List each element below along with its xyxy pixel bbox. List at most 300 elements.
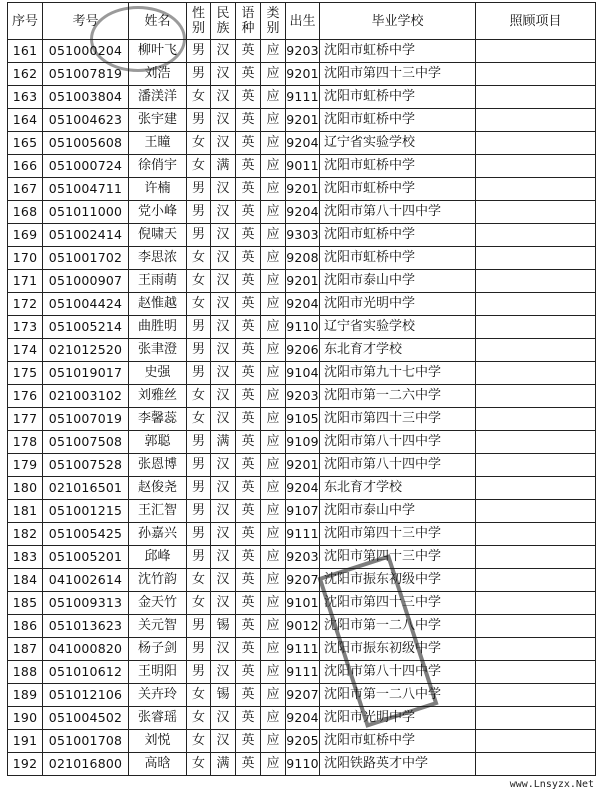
cell-ethnicity: 汉 — [211, 661, 236, 684]
cell-school: 沈阳市第四十三中学 — [320, 546, 476, 569]
cell-care — [476, 178, 596, 201]
table-row — [8, 293, 596, 316]
cell-gender: 男 — [187, 224, 211, 247]
cell-category: 应 — [261, 270, 286, 293]
cell-exam-no: 041002614 — [43, 569, 129, 592]
cell-exam-no: 051001215 — [43, 500, 129, 523]
cell-idx: 178 — [8, 431, 43, 454]
cell-name: 赵俊尧 — [129, 477, 187, 500]
cell-ethnicity: 锡 — [211, 684, 236, 707]
cell-exam-no: 051019017 — [43, 362, 129, 385]
cell-school: 辽宁省实验学校 — [320, 316, 476, 339]
cell-name: 高晗 — [129, 753, 187, 776]
cell-school: 沈阳市虹桥中学 — [320, 730, 476, 753]
cell-gender: 女 — [187, 684, 211, 707]
cell-exam-no: 051004502 — [43, 707, 129, 730]
cell-birth: 9201 — [286, 454, 320, 477]
table-row — [8, 431, 596, 454]
cell-name: 柳叶飞 — [129, 40, 187, 63]
cell-idx: 168 — [8, 201, 43, 224]
cell-name: 党小峰 — [129, 201, 187, 224]
cell-category: 应 — [261, 109, 286, 132]
cell-name: 赵惟越 — [129, 293, 187, 316]
cell-idx: 173 — [8, 316, 43, 339]
cell-birth: 9205 — [286, 730, 320, 753]
cell-language: 英 — [236, 730, 261, 753]
cell-idx: 162 — [8, 63, 43, 86]
cell-name: 王雨萌 — [129, 270, 187, 293]
cell-idx: 177 — [8, 408, 43, 431]
cell-exam-no: 051007528 — [43, 454, 129, 477]
cell-care — [476, 707, 596, 730]
cell-birth: 9110 — [286, 753, 320, 776]
cell-school: 沈阳市第四十三中学 — [320, 523, 476, 546]
cell-idx: 169 — [8, 224, 43, 247]
cell-birth: 9204 — [286, 293, 320, 316]
cell-gender: 男 — [187, 431, 211, 454]
cell-category: 应 — [261, 661, 286, 684]
table-row — [8, 40, 596, 63]
cell-name: 杨子剑 — [129, 638, 187, 661]
cell-birth: 9201 — [286, 178, 320, 201]
cell-name: 邱峰 — [129, 546, 187, 569]
table-row — [8, 109, 596, 132]
table-row — [8, 477, 596, 500]
cell-exam-no: 051005214 — [43, 316, 129, 339]
cell-school: 沈阳市第一二六中学 — [320, 385, 476, 408]
cell-language: 英 — [236, 661, 261, 684]
cell-school: 沈阳市第九十七中学 — [320, 362, 476, 385]
cell-gender: 男 — [187, 661, 211, 684]
cell-ethnicity: 汉 — [211, 408, 236, 431]
cell-exam-no: 051013623 — [43, 615, 129, 638]
cell-birth: 9303 — [286, 224, 320, 247]
cell-category: 应 — [261, 753, 286, 776]
cell-school: 沈阳市振东初级中学 — [320, 569, 476, 592]
table-row — [8, 385, 596, 408]
cell-ethnicity: 汉 — [211, 86, 236, 109]
table-header-row — [8, 3, 596, 40]
cell-category: 应 — [261, 431, 286, 454]
header-language: 语种 — [236, 3, 261, 40]
cell-gender: 女 — [187, 293, 211, 316]
cell-language: 英 — [236, 339, 261, 362]
cell-category: 应 — [261, 592, 286, 615]
cell-school: 沈阳市第四十三中学 — [320, 592, 476, 615]
cell-exam-no: 041000820 — [43, 638, 129, 661]
cell-care — [476, 592, 596, 615]
cell-idx: 187 — [8, 638, 43, 661]
cell-birth: 9111 — [286, 523, 320, 546]
cell-category: 应 — [261, 339, 286, 362]
cell-school: 沈阳市第八十四中学 — [320, 661, 476, 684]
cell-exam-no: 051001702 — [43, 247, 129, 270]
cell-exam-no: 051004623 — [43, 109, 129, 132]
cell-category: 应 — [261, 707, 286, 730]
table-row — [8, 339, 596, 362]
cell-ethnicity: 汉 — [211, 546, 236, 569]
cell-language: 英 — [236, 546, 261, 569]
cell-birth: 9101 — [286, 592, 320, 615]
cell-care — [476, 109, 596, 132]
cell-category: 应 — [261, 684, 286, 707]
cell-name: 张恩博 — [129, 454, 187, 477]
cell-care — [476, 132, 596, 155]
cell-gender: 男 — [187, 109, 211, 132]
cell-name: 王瞳 — [129, 132, 187, 155]
cell-care — [476, 86, 596, 109]
header-care: 照顾项目 — [476, 3, 596, 40]
cell-idx: 192 — [8, 753, 43, 776]
cell-school: 沈阳市第一二八中学 — [320, 615, 476, 638]
cell-language: 英 — [236, 270, 261, 293]
cell-care — [476, 569, 596, 592]
cell-language: 英 — [236, 86, 261, 109]
table-row — [8, 454, 596, 477]
cell-gender: 女 — [187, 132, 211, 155]
cell-language: 英 — [236, 201, 261, 224]
cell-idx: 184 — [8, 569, 43, 592]
watermark-url: www.Lnsyzx.Net — [509, 779, 594, 790]
cell-language: 英 — [236, 293, 261, 316]
cell-ethnicity: 满 — [211, 155, 236, 178]
cell-school: 沈阳市泰山中学 — [320, 500, 476, 523]
cell-idx: 175 — [8, 362, 43, 385]
cell-gender: 男 — [187, 615, 211, 638]
cell-name: 张宇建 — [129, 109, 187, 132]
cell-birth: 9111 — [286, 661, 320, 684]
cell-birth: 9105 — [286, 408, 320, 431]
cell-name: 张聿澄 — [129, 339, 187, 362]
cell-care — [476, 293, 596, 316]
cell-language: 英 — [236, 592, 261, 615]
cell-birth: 9204 — [286, 201, 320, 224]
cell-ethnicity: 汉 — [211, 40, 236, 63]
cell-category: 应 — [261, 63, 286, 86]
cell-language: 英 — [236, 638, 261, 661]
cell-language: 英 — [236, 753, 261, 776]
table-row — [8, 316, 596, 339]
cell-ethnicity: 汉 — [211, 500, 236, 523]
cell-school: 沈阳市振东初级中学 — [320, 638, 476, 661]
cell-gender: 男 — [187, 546, 211, 569]
cell-care — [476, 270, 596, 293]
cell-care — [476, 661, 596, 684]
cell-idx: 182 — [8, 523, 43, 546]
table-row — [8, 362, 596, 385]
cell-ethnicity: 汉 — [211, 385, 236, 408]
cell-care — [476, 753, 596, 776]
cell-school: 沈阳市虹桥中学 — [320, 86, 476, 109]
table-row — [8, 201, 596, 224]
cell-category: 应 — [261, 730, 286, 753]
cell-ethnicity: 汉 — [211, 454, 236, 477]
table-row — [8, 707, 596, 730]
cell-care — [476, 339, 596, 362]
cell-idx: 166 — [8, 155, 43, 178]
cell-gender: 女 — [187, 408, 211, 431]
cell-ethnicity: 汉 — [211, 178, 236, 201]
cell-care — [476, 201, 596, 224]
cell-birth: 9201 — [286, 270, 320, 293]
cell-school: 沈阳市第四十三中学 — [320, 408, 476, 431]
cell-exam-no: 051010612 — [43, 661, 129, 684]
cell-gender: 男 — [187, 477, 211, 500]
cell-ethnicity: 汉 — [211, 247, 236, 270]
cell-exam-no: 051004711 — [43, 178, 129, 201]
cell-school: 沈阳市第四十三中学 — [320, 63, 476, 86]
cell-school: 辽宁省实验学校 — [320, 132, 476, 155]
cell-school: 沈阳市虹桥中学 — [320, 109, 476, 132]
cell-ethnicity: 锡 — [211, 615, 236, 638]
student-roster-table — [7, 2, 596, 776]
cell-care — [476, 684, 596, 707]
cell-care — [476, 63, 596, 86]
cell-category: 应 — [261, 316, 286, 339]
cell-language: 英 — [236, 454, 261, 477]
cell-name: 王汇智 — [129, 500, 187, 523]
cell-idx: 181 — [8, 500, 43, 523]
cell-name: 史强 — [129, 362, 187, 385]
cell-birth: 9203 — [286, 385, 320, 408]
cell-school: 沈阳市泰山中学 — [320, 270, 476, 293]
cell-birth: 9111 — [286, 86, 320, 109]
table-row — [8, 661, 596, 684]
cell-idx: 172 — [8, 293, 43, 316]
cell-gender: 女 — [187, 247, 211, 270]
cell-language: 英 — [236, 155, 261, 178]
cell-language: 英 — [236, 40, 261, 63]
cell-exam-no: 051005201 — [43, 546, 129, 569]
cell-idx: 183 — [8, 546, 43, 569]
cell-birth: 9208 — [286, 247, 320, 270]
cell-language: 英 — [236, 615, 261, 638]
cell-category: 应 — [261, 477, 286, 500]
cell-name: 倪啸天 — [129, 224, 187, 247]
cell-gender: 男 — [187, 523, 211, 546]
cell-ethnicity: 汉 — [211, 316, 236, 339]
cell-school: 沈阳市虹桥中学 — [320, 247, 476, 270]
cell-exam-no: 021016501 — [43, 477, 129, 500]
table-row — [8, 615, 596, 638]
cell-category: 应 — [261, 385, 286, 408]
table-row — [8, 155, 596, 178]
cell-care — [476, 224, 596, 247]
table-row — [8, 546, 596, 569]
cell-category: 应 — [261, 569, 286, 592]
cell-care — [476, 454, 596, 477]
cell-ethnicity: 汉 — [211, 730, 236, 753]
cell-exam-no: 051012106 — [43, 684, 129, 707]
cell-care — [476, 638, 596, 661]
cell-gender: 女 — [187, 753, 211, 776]
table-row — [8, 500, 596, 523]
cell-birth: 9207 — [286, 569, 320, 592]
cell-gender: 女 — [187, 270, 211, 293]
cell-school: 沈阳市光明中学 — [320, 293, 476, 316]
cell-care — [476, 316, 596, 339]
cell-category: 应 — [261, 523, 286, 546]
cell-ethnicity: 满 — [211, 431, 236, 454]
cell-idx: 165 — [8, 132, 43, 155]
cell-exam-no: 051011000 — [43, 201, 129, 224]
table-row — [8, 132, 596, 155]
cell-name: 刘悦 — [129, 730, 187, 753]
table-row — [8, 224, 596, 247]
cell-ethnicity: 汉 — [211, 638, 236, 661]
cell-birth: 9203 — [286, 40, 320, 63]
cell-language: 英 — [236, 431, 261, 454]
cell-birth: 9011 — [286, 155, 320, 178]
cell-idx: 188 — [8, 661, 43, 684]
table-row — [8, 178, 596, 201]
cell-category: 应 — [261, 178, 286, 201]
cell-school: 沈阳市第八十四中学 — [320, 431, 476, 454]
cell-language: 英 — [236, 569, 261, 592]
cell-name: 张睿瑶 — [129, 707, 187, 730]
table-row — [8, 730, 596, 753]
cell-idx: 191 — [8, 730, 43, 753]
cell-birth: 9204 — [286, 132, 320, 155]
cell-category: 应 — [261, 454, 286, 477]
cell-idx: 186 — [8, 615, 43, 638]
cell-birth: 9201 — [286, 63, 320, 86]
cell-care — [476, 500, 596, 523]
cell-school: 沈阳市虹桥中学 — [320, 178, 476, 201]
cell-gender: 男 — [187, 63, 211, 86]
cell-school: 沈阳铁路英才中学 — [320, 753, 476, 776]
header-idx: 序号 — [8, 3, 43, 40]
cell-ethnicity: 满 — [211, 753, 236, 776]
cell-language: 英 — [236, 63, 261, 86]
cell-exam-no: 051007819 — [43, 63, 129, 86]
cell-category: 应 — [261, 638, 286, 661]
cell-category: 应 — [261, 293, 286, 316]
cell-gender: 女 — [187, 155, 211, 178]
cell-school: 沈阳市虹桥中学 — [320, 224, 476, 247]
cell-idx: 189 — [8, 684, 43, 707]
cell-gender: 女 — [187, 86, 211, 109]
cell-gender: 男 — [187, 454, 211, 477]
cell-birth: 9201 — [286, 109, 320, 132]
cell-idx: 179 — [8, 454, 43, 477]
table-row — [8, 63, 596, 86]
cell-idx: 164 — [8, 109, 43, 132]
cell-ethnicity: 汉 — [211, 201, 236, 224]
cell-care — [476, 546, 596, 569]
cell-gender: 男 — [187, 362, 211, 385]
cell-category: 应 — [261, 247, 286, 270]
cell-exam-no: 051000907 — [43, 270, 129, 293]
cell-birth: 9107 — [286, 500, 320, 523]
cell-name: 刘浩 — [129, 63, 187, 86]
cell-ethnicity: 汉 — [211, 132, 236, 155]
cell-gender: 女 — [187, 569, 211, 592]
cell-ethnicity: 汉 — [211, 270, 236, 293]
cell-language: 英 — [236, 109, 261, 132]
table-row — [8, 247, 596, 270]
cell-gender: 女 — [187, 385, 211, 408]
cell-name: 关元智 — [129, 615, 187, 638]
cell-birth: 9204 — [286, 477, 320, 500]
cell-gender: 男 — [187, 638, 211, 661]
cell-school: 东北育才学校 — [320, 339, 476, 362]
cell-care — [476, 408, 596, 431]
cell-language: 英 — [236, 132, 261, 155]
cell-exam-no: 021016800 — [43, 753, 129, 776]
cell-category: 应 — [261, 155, 286, 178]
cell-care — [476, 730, 596, 753]
cell-ethnicity: 汉 — [211, 63, 236, 86]
cell-school: 沈阳市虹桥中学 — [320, 40, 476, 63]
cell-school: 沈阳市第八十四中学 — [320, 454, 476, 477]
cell-category: 应 — [261, 224, 286, 247]
cell-gender: 男 — [187, 316, 211, 339]
table-row — [8, 86, 596, 109]
cell-ethnicity: 汉 — [211, 592, 236, 615]
cell-category: 应 — [261, 362, 286, 385]
cell-name: 曲胜明 — [129, 316, 187, 339]
cell-category: 应 — [261, 408, 286, 431]
cell-name: 金天竹 — [129, 592, 187, 615]
cell-idx: 176 — [8, 385, 43, 408]
cell-name: 许楠 — [129, 178, 187, 201]
cell-gender: 男 — [187, 40, 211, 63]
cell-ethnicity: 汉 — [211, 339, 236, 362]
cell-birth: 9109 — [286, 431, 320, 454]
cell-gender: 男 — [187, 500, 211, 523]
table-row — [8, 270, 596, 293]
cell-category: 应 — [261, 615, 286, 638]
cell-name: 关卉玲 — [129, 684, 187, 707]
cell-idx: 174 — [8, 339, 43, 362]
cell-birth: 9206 — [286, 339, 320, 362]
cell-language: 英 — [236, 224, 261, 247]
cell-ethnicity: 汉 — [211, 109, 236, 132]
cell-birth: 9111 — [286, 638, 320, 661]
cell-idx: 190 — [8, 707, 43, 730]
cell-name: 王明阳 — [129, 661, 187, 684]
cell-idx: 167 — [8, 178, 43, 201]
cell-language: 英 — [236, 684, 261, 707]
header-birth: 出生 — [286, 3, 320, 40]
cell-category: 应 — [261, 500, 286, 523]
cell-care — [476, 155, 596, 178]
cell-exam-no: 051002414 — [43, 224, 129, 247]
cell-name: 潘渼洋 — [129, 86, 187, 109]
cell-ethnicity: 汉 — [211, 293, 236, 316]
cell-name: 沈竹韵 — [129, 569, 187, 592]
cell-school: 沈阳市第八十四中学 — [320, 201, 476, 224]
cell-exam-no: 051007019 — [43, 408, 129, 431]
cell-exam-no: 021003102 — [43, 385, 129, 408]
cell-school: 东北育才学校 — [320, 477, 476, 500]
header-name: 姓名 — [129, 3, 187, 40]
table-row — [8, 592, 596, 615]
cell-gender: 男 — [187, 201, 211, 224]
table-row — [8, 638, 596, 661]
cell-exam-no: 051001708 — [43, 730, 129, 753]
cell-name: 孙嘉兴 — [129, 523, 187, 546]
cell-language: 英 — [236, 247, 261, 270]
cell-language: 英 — [236, 500, 261, 523]
cell-name: 李馨蕊 — [129, 408, 187, 431]
cell-language: 英 — [236, 362, 261, 385]
cell-school: 沈阳市第一二八中学 — [320, 684, 476, 707]
cell-care — [476, 362, 596, 385]
cell-language: 英 — [236, 523, 261, 546]
cell-ethnicity: 汉 — [211, 362, 236, 385]
